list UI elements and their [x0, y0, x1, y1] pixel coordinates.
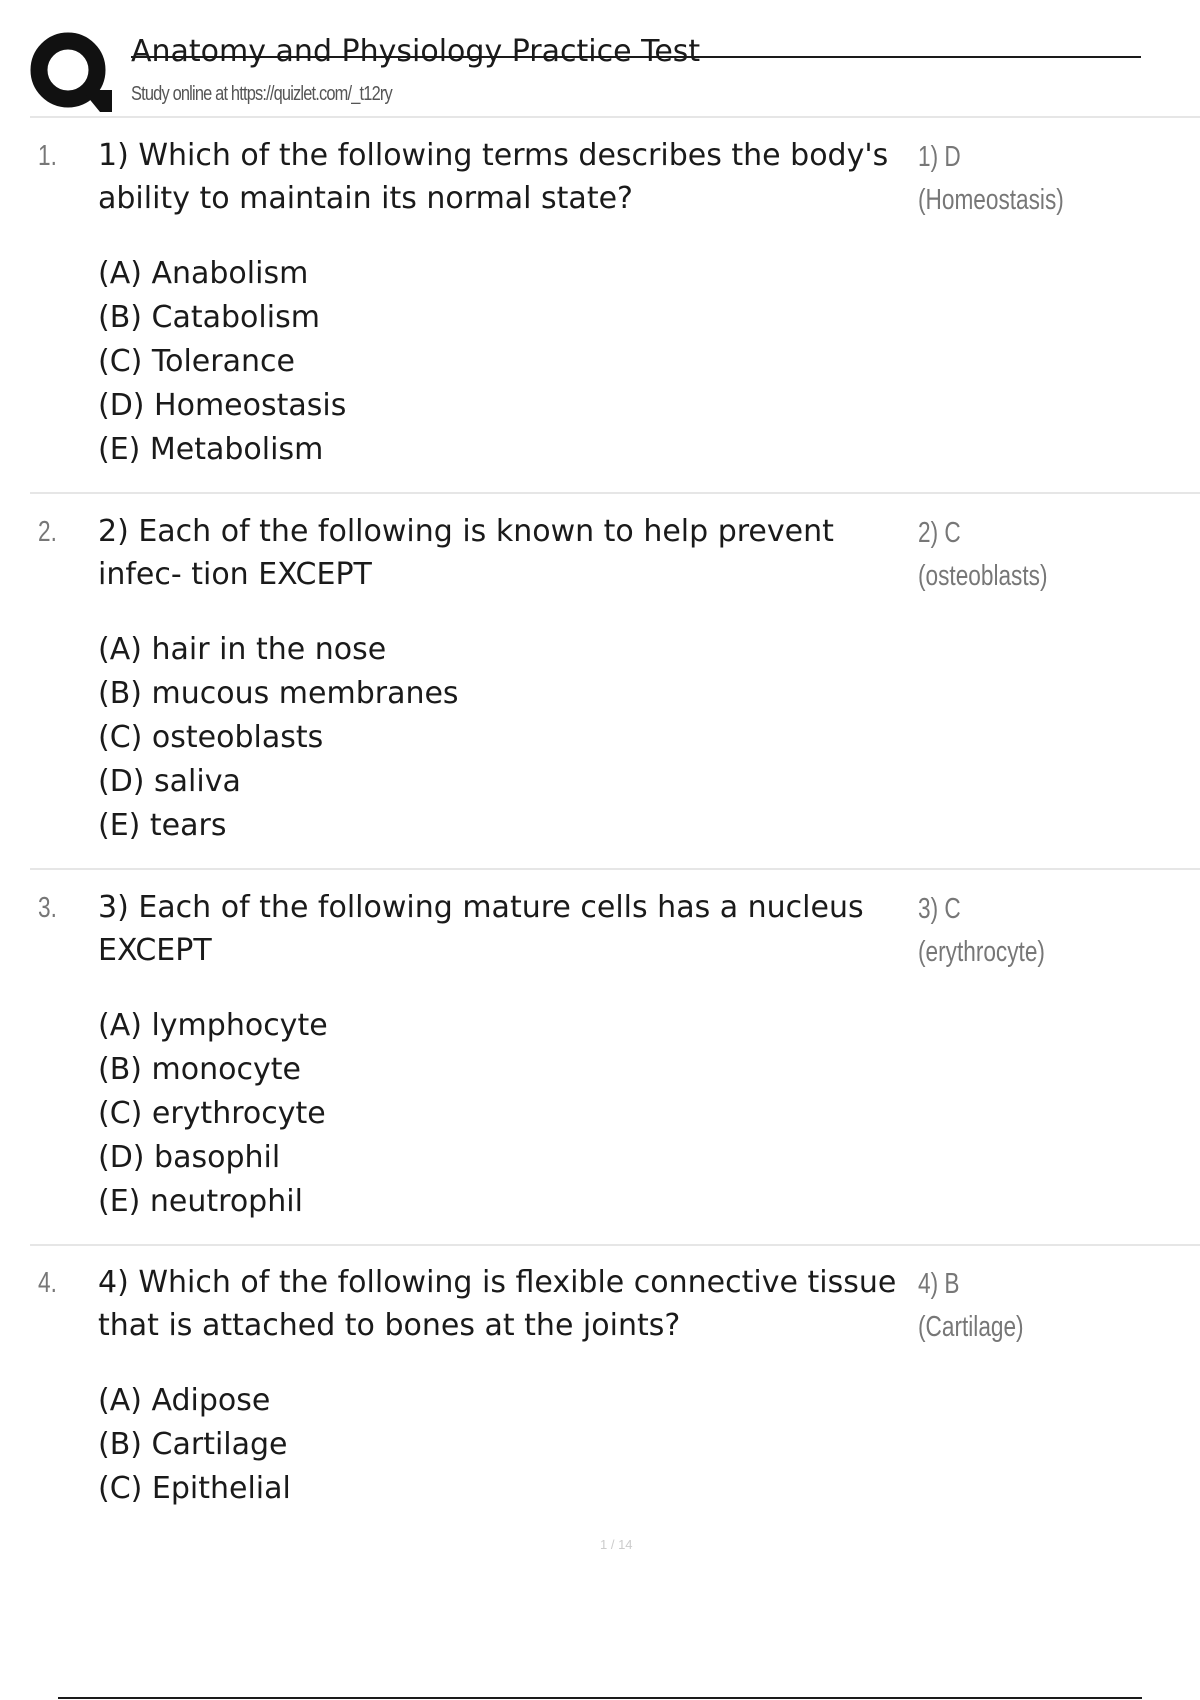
question-item-1 [0, 124, 1200, 494]
option-a: (A) lymphocyte [98, 1008, 328, 1043]
question-text: 1) Which of the following terms describes the body's ability to maintain its normal state? [98, 138, 889, 216]
answer-key [918, 136, 1064, 222]
answer-letter: 4) B [918, 1268, 960, 1300]
answer-term: (Cartilage) [918, 1311, 1024, 1343]
page-title: Anatomy and Physiology Practice Test [131, 34, 701, 69]
option-c: (C) erythrocyte [98, 1096, 326, 1131]
answer-key [918, 888, 1045, 974]
question-text: 2) Each of the following is known to help prevent infec- tion EXCEPT [98, 514, 834, 592]
option-b: (B) monocyte [98, 1052, 301, 1087]
answer-letter: 1) D [918, 141, 961, 173]
question-number: 3. [38, 892, 57, 924]
document-header [0, 0, 1200, 118]
option-b: (B) Cartilage [98, 1427, 288, 1462]
answer-key [918, 512, 1047, 598]
option-d: (D) saliva [98, 764, 241, 799]
question-divider [30, 1244, 1200, 1246]
question-number: 1. [38, 140, 57, 172]
option-d: (D) basophil [98, 1140, 281, 1175]
answer-term: (osteoblasts) [918, 560, 1048, 592]
question-text: 4) Which of the following is flexible connective tissue that is attached to bones at the joints? [98, 1265, 897, 1343]
quizlet-logo-icon [30, 32, 112, 114]
option-b: (B) Catabolism [98, 300, 320, 335]
answer-term: (Homeostasis) [918, 184, 1064, 216]
footer-divider [58, 1697, 1142, 1699]
question-item-4 [0, 1251, 1200, 1521]
question-divider [30, 492, 1200, 494]
option-d: (D) Homeostasis [98, 388, 347, 423]
option-c: (C) Epithelial [98, 1471, 291, 1506]
question-number: 2. [38, 516, 57, 548]
question-item-2 [0, 500, 1200, 870]
answer-term: (erythrocyte) [918, 936, 1045, 968]
header-divider [30, 116, 1200, 118]
option-e: (E) neutrophil [98, 1184, 303, 1219]
option-c: (C) osteoblasts [98, 720, 324, 755]
question-options [98, 628, 459, 848]
question-item-3 [0, 876, 1200, 1246]
answer-key [918, 1263, 1024, 1349]
question-number: 4. [38, 1267, 57, 1299]
page-subtitle: Study online at https://quizlet.com/_t12ry [131, 83, 392, 105]
option-c: (C) Tolerance [98, 344, 295, 379]
option-e: (E) Metabolism [98, 432, 324, 467]
question-options [98, 1004, 328, 1224]
option-b: (B) mucous membranes [98, 676, 459, 711]
page-number: 1 / 14 [600, 1537, 633, 1552]
question-text: 3) Each of the following mature cells has a nucleus EXCEPT [98, 890, 864, 968]
question-options [98, 1379, 291, 1511]
option-a: (A) Adipose [98, 1383, 271, 1418]
question-options [98, 252, 346, 472]
option-a: (A) Anabolism [98, 256, 309, 291]
answer-letter: 3) C [918, 893, 961, 925]
option-a: (A) hair in the nose [98, 632, 387, 667]
answer-letter: 2) C [918, 517, 961, 549]
question-divider [30, 868, 1200, 870]
option-e: (E) tears [98, 808, 227, 843]
